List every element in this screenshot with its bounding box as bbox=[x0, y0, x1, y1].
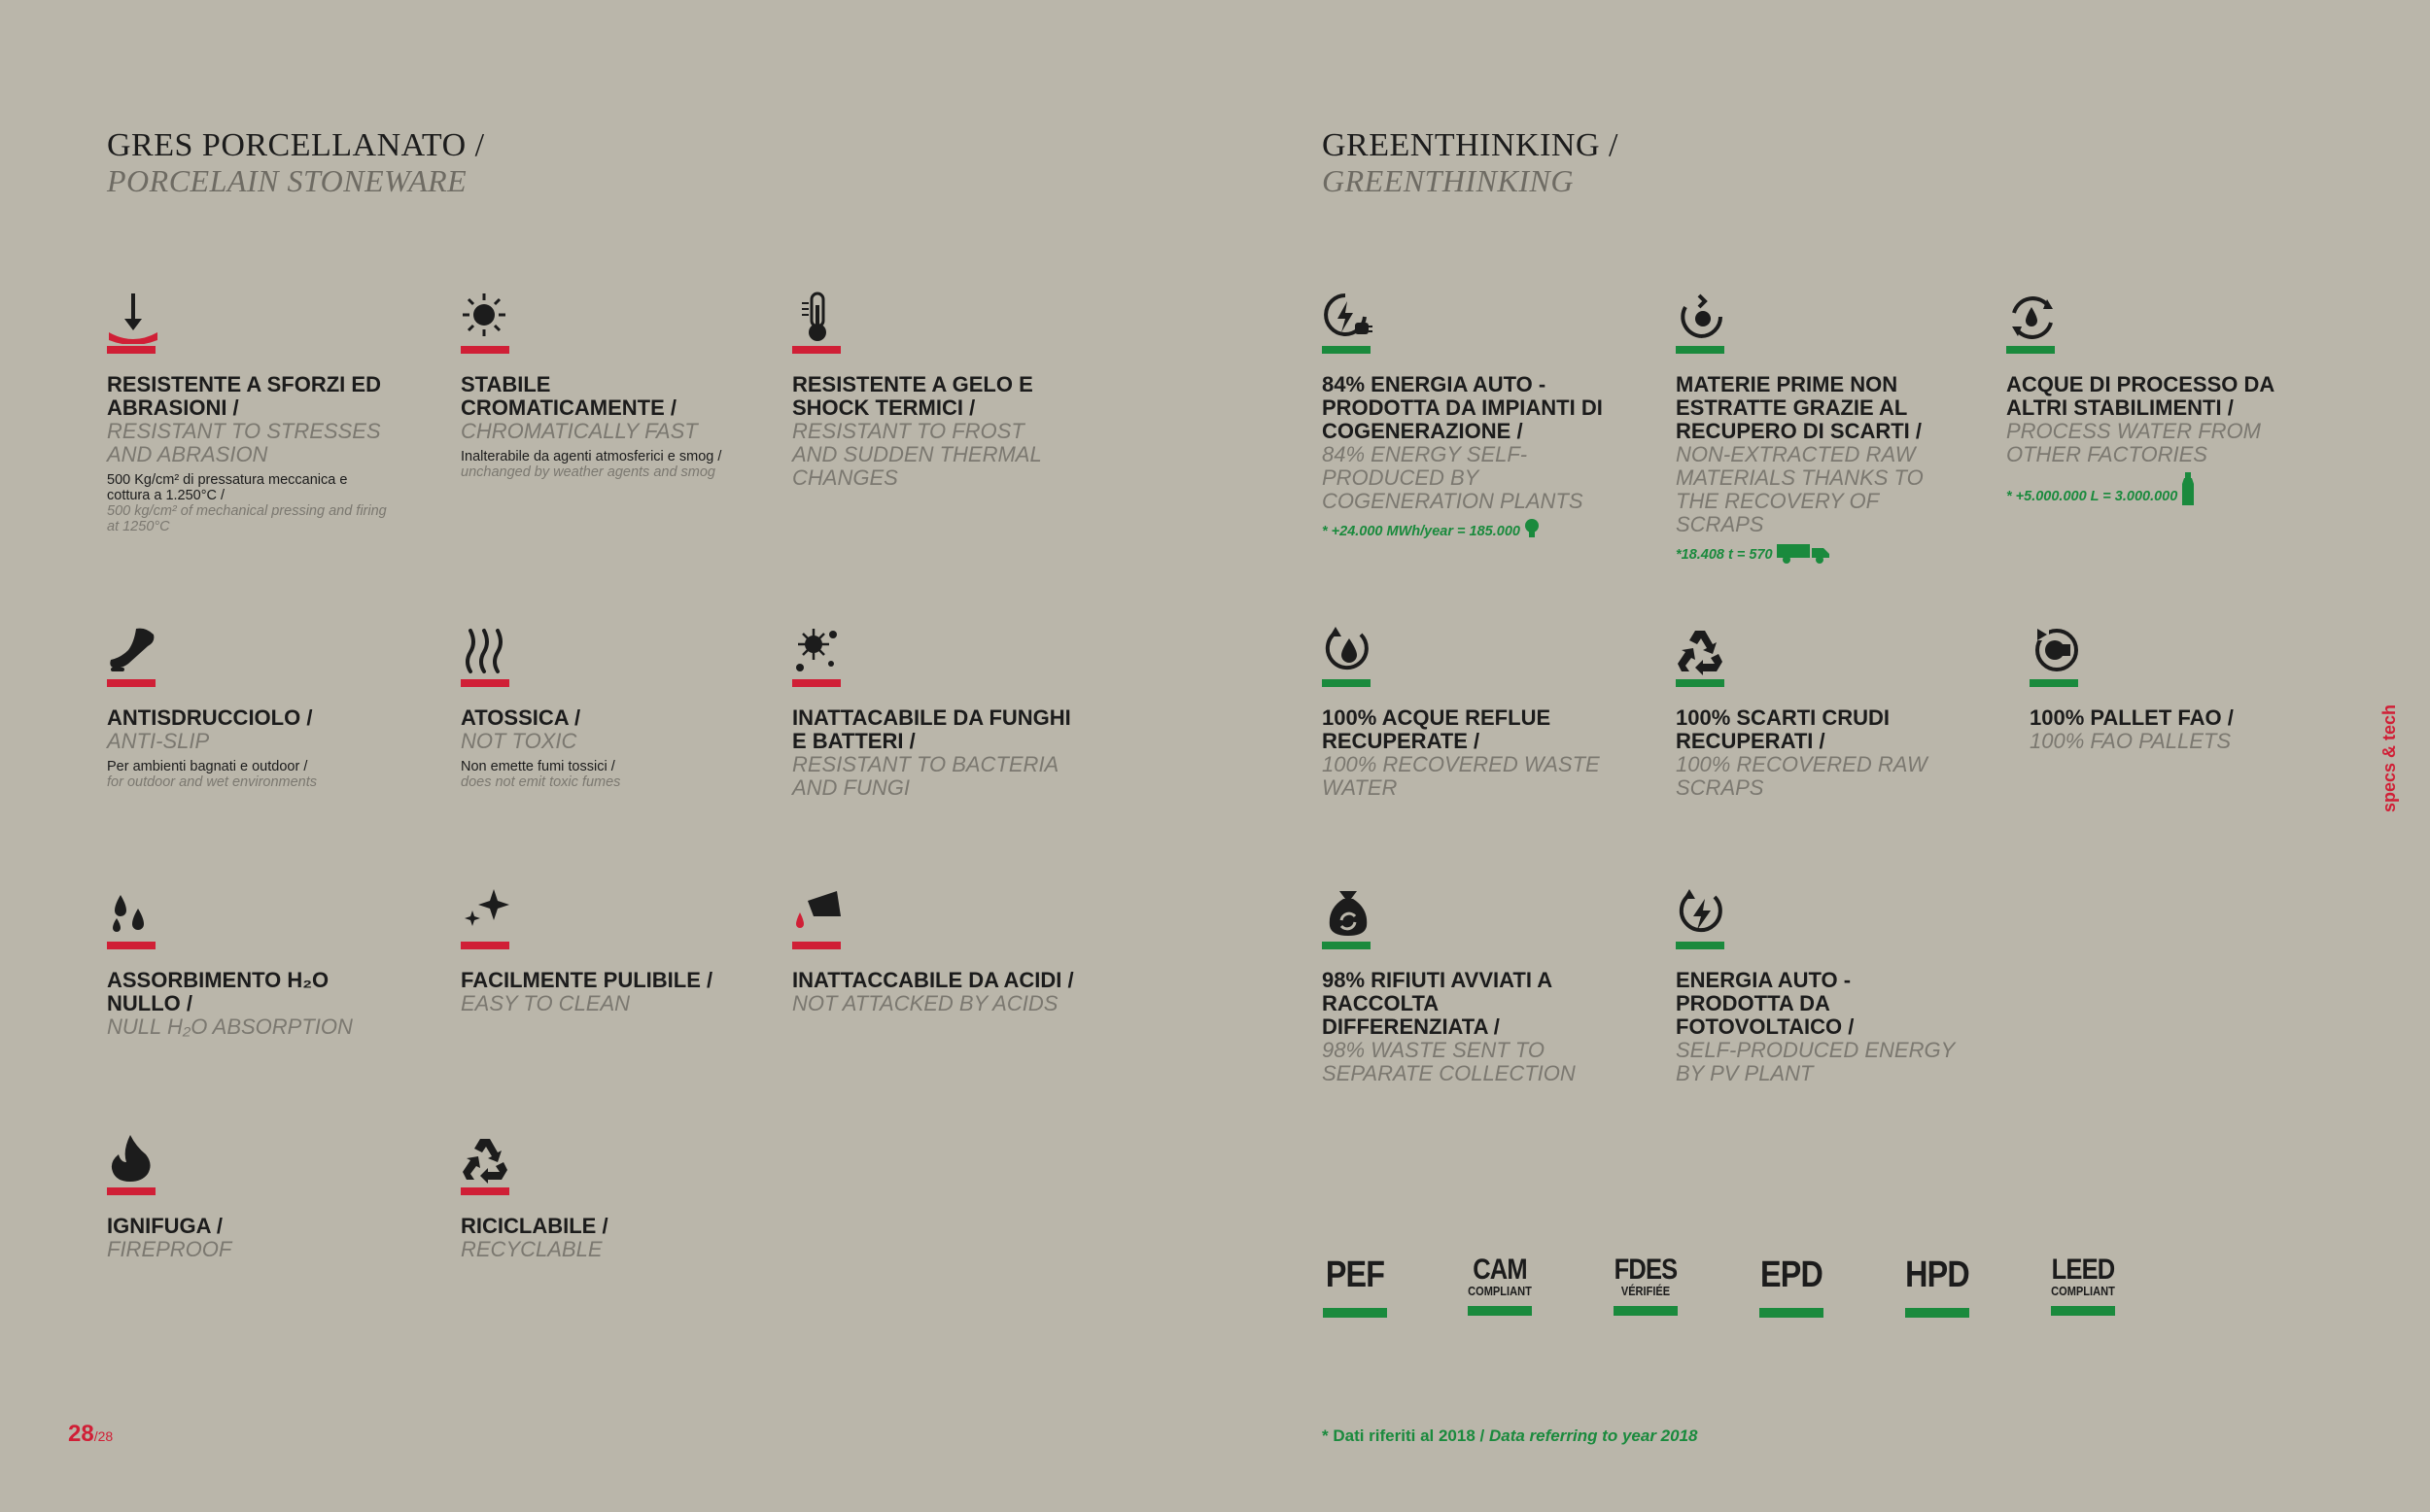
lightbulb-icon bbox=[1524, 519, 1540, 540]
green-accent-bar bbox=[1759, 1308, 1823, 1318]
green-accent-bar bbox=[2030, 679, 2078, 687]
red-accent-bar bbox=[461, 1187, 509, 1195]
feature-title: INATTACABILE DA FUNGHI E BATTERI / bbox=[792, 705, 1071, 753]
acid-beaker-icon bbox=[792, 887, 845, 940]
pallet-cycle-icon bbox=[2030, 625, 2082, 677]
feature-note bbox=[107, 759, 389, 790]
red-accent-bar bbox=[461, 679, 509, 687]
red-accent-bar bbox=[107, 679, 156, 687]
green-accent-bar bbox=[2051, 1306, 2115, 1316]
green-item-separate-collection bbox=[1322, 887, 1604, 1085]
green-item-stat bbox=[1322, 519, 1604, 540]
green-item-stat bbox=[2006, 472, 2288, 505]
shoe-icon bbox=[107, 625, 159, 677]
red-accent-bar bbox=[792, 679, 841, 687]
green-accent-bar bbox=[1322, 679, 1371, 687]
green-item-raw-materials bbox=[1676, 292, 1958, 564]
thermometer-icon bbox=[792, 292, 845, 344]
feature-title-en: ANTI-SLIP bbox=[107, 729, 210, 753]
feature-title-en: RESISTANT TO BACTERIA AND FUNGI bbox=[792, 752, 1059, 800]
certification-cam bbox=[1461, 1255, 1539, 1316]
feature-note-it: Inalterabile da agenti atmosferici e smog / bbox=[461, 449, 722, 464]
feature-title-en: FIREPROOF bbox=[107, 1237, 232, 1261]
bottle-icon bbox=[2181, 472, 2195, 505]
feature-title-en: CHROMATICALLY FAST bbox=[461, 419, 698, 443]
feature-note bbox=[461, 449, 743, 480]
section-title: GREENTHINKING / bbox=[1322, 127, 1618, 163]
waste-water-cycle-icon bbox=[1322, 625, 1374, 677]
water-drops-icon bbox=[107, 887, 159, 940]
red-accent-bar bbox=[461, 942, 509, 949]
feature-note bbox=[107, 472, 389, 534]
left-section-heading bbox=[107, 128, 485, 198]
feature-title: ATOSSICA / bbox=[461, 705, 581, 730]
feature-title: ASSORBIMENTO H₂O NULLO / bbox=[107, 968, 330, 1015]
red-accent-bar bbox=[461, 346, 509, 354]
certification-sublabel: COMPLIANT bbox=[1468, 1284, 1532, 1298]
red-accent-bar bbox=[792, 346, 841, 354]
feature-note-it: Per ambienti bagnati e outdoor / bbox=[107, 759, 308, 774]
feature-anti-slip bbox=[107, 625, 389, 790]
certification-label: LEED bbox=[2051, 1254, 2115, 1286]
waste-bag-icon bbox=[1322, 887, 1374, 940]
feature-non-toxic bbox=[461, 625, 743, 790]
green-accent-bar bbox=[1323, 1308, 1387, 1318]
green-item-title: ENERGIA AUTO - PRODOTTA DA FOTOVOLTAICO / bbox=[1676, 968, 1855, 1039]
feature-acid-resistance bbox=[792, 887, 1074, 1015]
process-water-cycle-icon bbox=[2006, 292, 2059, 344]
feature-title-en: RESISTANT TO STRESSES AND ABRASION bbox=[107, 419, 381, 466]
green-item-stat-text: *18.408 t = 570 bbox=[1676, 547, 1773, 563]
feature-easy-clean bbox=[461, 887, 743, 1015]
data-footnote bbox=[1322, 1426, 1697, 1446]
certification-fdes bbox=[1607, 1255, 1684, 1316]
green-item-title-en: 98% WASTE SENT TO SEPARATE COLLECTION bbox=[1322, 1038, 1576, 1085]
feature-title-en: NOT TOXIC bbox=[461, 729, 577, 753]
green-accent-bar bbox=[1676, 942, 1724, 949]
red-accent-bar bbox=[792, 942, 841, 949]
side-section-label: specs & tech bbox=[2379, 704, 2399, 812]
green-item-waste-water bbox=[1322, 625, 1604, 800]
green-item-title-en: 100% RECOVERED WASTE WATER bbox=[1322, 752, 1600, 800]
feature-stress-resistance bbox=[107, 292, 389, 534]
feature-title-en: NOT ATTACKED BY ACIDS bbox=[792, 991, 1059, 1015]
feature-title-en: RESISTANT TO FROST AND SUDDEN THERMAL CHANGES bbox=[792, 419, 1042, 490]
feature-title: FACILMENTE PULIBILE / bbox=[461, 968, 713, 992]
feature-title: IGNIFUGA / bbox=[107, 1214, 223, 1238]
certification-sublabel: VÉRIFIÉE bbox=[1620, 1284, 1671, 1298]
green-item-title-en: SELF-PRODUCED ENERGY BY PV PLANT bbox=[1676, 1038, 1955, 1085]
feature-title: ANTISDRUCCIOLO / bbox=[107, 705, 313, 730]
feature-title-en: RECYCLABLE bbox=[461, 1237, 603, 1261]
green-item-photovoltaic bbox=[1676, 887, 1958, 1085]
green-item-title: 100% ACQUE REFLUE RECUPERATE / bbox=[1322, 705, 1551, 753]
certification-label: HPD bbox=[1905, 1254, 1969, 1295]
green-item-title-en: 84% ENERGY SELF-PRODUCED BY COGENERATION PLANTS bbox=[1322, 442, 1583, 513]
green-accent-bar bbox=[2006, 346, 2055, 354]
certification-hpd bbox=[1898, 1255, 1976, 1318]
certification-leed bbox=[2044, 1255, 2122, 1316]
green-item-title: ACQUE DI PROCESSO DA ALTRI STABILIMENTI / bbox=[2006, 372, 2274, 420]
certification-label: CAM bbox=[1473, 1254, 1527, 1286]
feature-title-en: NULL H₂O ABSORPTION bbox=[107, 1014, 353, 1039]
green-item-title-en: NON-EXTRACTED RAW MATERIALS THANKS TO THE RECOVERY OF SCRAPS bbox=[1676, 442, 1924, 536]
footnote-it: * Dati riferiti al 2018 / bbox=[1322, 1426, 1485, 1445]
red-accent-bar bbox=[107, 942, 156, 949]
red-accent-bar bbox=[107, 346, 156, 354]
green-accent-bar bbox=[1468, 1306, 1532, 1316]
feature-frost-resistance bbox=[792, 292, 1074, 490]
feature-fireproof bbox=[107, 1133, 389, 1261]
feature-title: RICICLABILE / bbox=[461, 1214, 608, 1238]
footnote-en: Data referring to year 2018 bbox=[1488, 1426, 1698, 1445]
green-item-stat bbox=[1676, 542, 1958, 564]
recycle-icon bbox=[461, 1133, 513, 1186]
feature-bacteria-resistance bbox=[792, 625, 1074, 800]
flame-icon bbox=[107, 1133, 159, 1186]
green-accent-bar bbox=[1676, 346, 1724, 354]
feature-title: RESISTENTE A GELO E SHOCK TERMICI / bbox=[792, 372, 1033, 420]
certification-label: EPD bbox=[1760, 1254, 1822, 1295]
feature-water-absorption bbox=[107, 887, 389, 1039]
feature-note-en: 500 kg/cm² of mechanical pressing and firing at 1250°C bbox=[107, 503, 387, 534]
sun-icon bbox=[461, 292, 513, 344]
energy-plug-cycle-icon bbox=[1322, 292, 1374, 344]
green-item-title: 98% RIFIUTI AVVIATI A RACCOLTA DIFFERENZIATA / bbox=[1322, 968, 1552, 1039]
green-item-title: 100% PALLET FAO / bbox=[2030, 705, 2234, 730]
green-item-title-en: 100% RECOVERED RAW SCRAPS bbox=[1676, 752, 1927, 800]
bacteria-icon bbox=[792, 625, 845, 677]
green-item-stat-text: * +5.000.000 L = 3.000.000 bbox=[2006, 489, 2178, 504]
page-number-current: 28 bbox=[68, 1421, 94, 1447]
green-item-title: MATERIE PRIME NON ESTRATTE GRAZIE AL RECUPERO DI SCARTI / bbox=[1676, 372, 1923, 443]
page-number bbox=[68, 1421, 113, 1448]
sparkles-icon bbox=[461, 887, 513, 940]
recycle-icon bbox=[1676, 625, 1728, 677]
green-item-stat-text: * +24.000 MWh/year = 185.000 bbox=[1322, 524, 1520, 539]
feature-note-it: 500 Kg/cm² di pressatura meccanica e cottura a 1.250°C / bbox=[107, 472, 348, 503]
downward-arrow-stress-icon bbox=[107, 292, 159, 344]
feature-note-en: does not emit toxic fumes bbox=[461, 774, 621, 790]
green-accent-bar bbox=[1322, 942, 1371, 949]
feature-note bbox=[461, 759, 743, 790]
feature-note-en: unchanged by weather agents and smog bbox=[461, 464, 715, 480]
page-number-total: /28 bbox=[93, 1428, 114, 1444]
feature-chromatic-stability bbox=[461, 292, 743, 480]
certification-pef bbox=[1316, 1255, 1394, 1318]
green-item-process-water bbox=[2006, 292, 2288, 505]
raw-materials-cycle-icon bbox=[1676, 292, 1728, 344]
feature-title: INATTACCABILE DA ACIDI / bbox=[792, 968, 1074, 992]
feature-title-en: EASY TO CLEAN bbox=[461, 991, 631, 1015]
feature-recyclable bbox=[461, 1133, 743, 1261]
feature-note-en: for outdoor and wet environments bbox=[107, 774, 318, 790]
certification-label: FDES bbox=[1614, 1254, 1678, 1286]
green-accent-bar bbox=[1676, 679, 1724, 687]
section-subtitle: PORCELAIN STONEWARE bbox=[107, 163, 468, 198]
red-accent-bar bbox=[107, 1187, 156, 1195]
green-accent-bar bbox=[1322, 346, 1371, 354]
green-item-title-en: 100% FAO PALLETS bbox=[2030, 729, 2232, 753]
certification-epd bbox=[1753, 1255, 1830, 1318]
feature-title: STABILE CROMATICAMENTE / bbox=[461, 372, 677, 420]
section-subtitle: GREENTHINKING bbox=[1322, 163, 1574, 198]
green-item-cogeneration bbox=[1322, 292, 1604, 540]
certification-label: PEF bbox=[1325, 1254, 1385, 1295]
certification-sublabel: COMPLIANT bbox=[2051, 1284, 2115, 1298]
green-accent-bar bbox=[1905, 1308, 1969, 1318]
green-item-title: 84% ENERGIA AUTO - PRODOTTA DA IMPIANTI DI COGENERAZIONE / bbox=[1322, 372, 1603, 443]
green-item-title-en: PROCESS WATER FROM OTHER FACTORIES bbox=[2006, 419, 2261, 466]
green-accent-bar bbox=[1614, 1306, 1678, 1316]
green-item-title: 100% SCARTI CRUDI RECUPERATI / bbox=[1676, 705, 1891, 753]
fumes-icon bbox=[461, 625, 513, 677]
feature-title: RESISTENTE A SFORZI ED ABRASIONI / bbox=[107, 372, 381, 420]
green-item-raw-scraps bbox=[1676, 625, 1958, 800]
section-title: GRES PORCELLANATO / bbox=[107, 127, 485, 163]
green-item-fao-pallets bbox=[2030, 625, 2311, 753]
right-section-heading bbox=[1322, 128, 1618, 198]
feature-note-it: Non emette fumi tossici / bbox=[461, 759, 615, 774]
truck-icon bbox=[1777, 542, 1831, 564]
solar-energy-cycle-icon bbox=[1676, 887, 1728, 940]
